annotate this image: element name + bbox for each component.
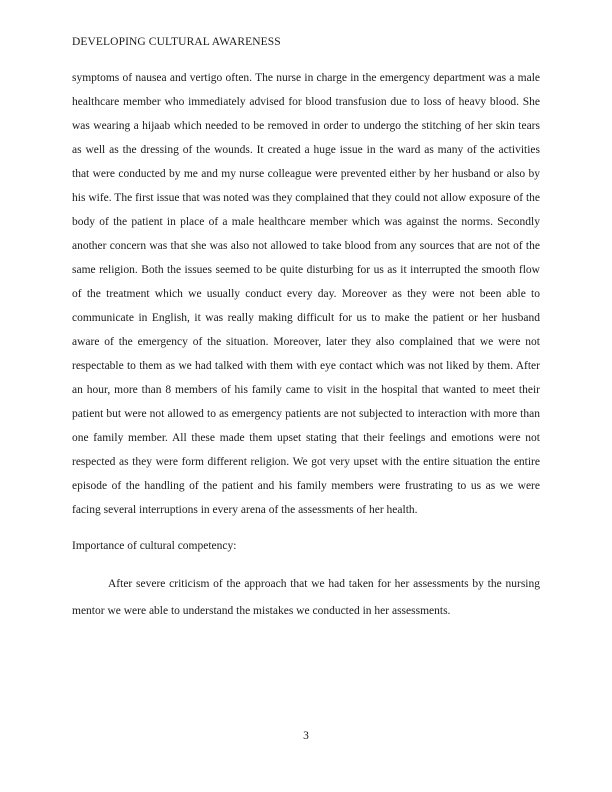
body-paragraph: symptoms of nausea and vertigo often. The nurse in charge in the emergency department was a male healthcare member who immediately advised for blood transfusion due to loss of heavy blood. She was wearing a hijaab which needed to be removed in order to undergo the stitching of her skin tears as well as the dressing of the wounds. It created a huge issue in the ward as many of the activities that were conducted by me and my nurse colleague were prevented either by her husband or also by his wife. The first issue that was noted was they complained that they could not allow exposure of the body of the patient in place of a male healthcare member which was against the norms. Secondly another concern was that she was also not allowed to take blood from any sources that are not of the same religion. Both the issues seemed to be quite disturbing for us as it interrupted the smooth flow of the treatment which we usually conduct every day. Moreover as they were not been able to communicate in English, it was really making difficult for us to make the patient or her husband aware of the emergency of the situation. Moreover, later they also complained that we were not respectable to them as we had talked with them with eye contact which was not liked by them. After an hour, more than 8 members of his family came to visit in the hospital that wanted to meet their patient but were not allowed to as emergency patients are not subjected to interaction with more than one family member. All these made them upset stating that their feelings and emotions were not respected as they were form different religion. We got very upset with the entire situation the entire episode of the handling of the patient and his family members were frustrating to us as we were facing several interruptions in every arena of the assessments of her health. [72, 72, 540, 516]
body-paragraph: After severe criticism of the approach that we had taken for her assessments by the nursing mentor we were able to understand the mistakes we conducted in her assessments. [72, 578, 540, 617]
running-head: DEVELOPING CULTURAL AWARENESS [72, 36, 281, 48]
page-number: 3 [303, 730, 309, 742]
body-text [72, 66, 540, 624]
section-heading: Importance of cultural competency: [72, 540, 237, 552]
